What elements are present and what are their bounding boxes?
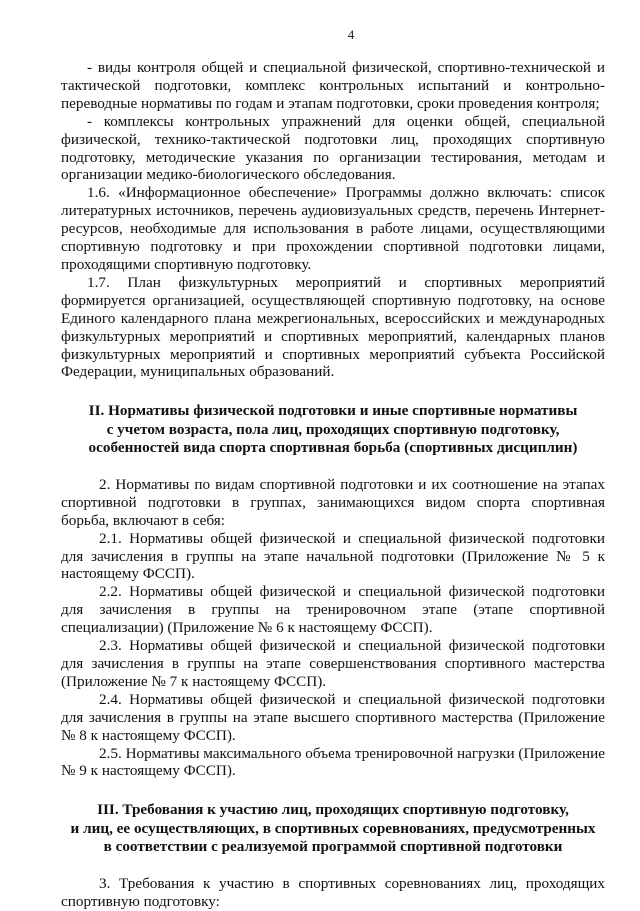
page-number: 4 xyxy=(347,27,355,42)
section-3-title-line: III. Требования к участию лиц, проходящих спортивную подготовку, xyxy=(97,801,569,819)
section-2-title-line: II. Нормативы физической подготовки и иные спортивные нормативы xyxy=(88,402,578,420)
section-3-title-line: и лиц, ее осуществляющих, в спортивных соревнованиях, предусмотренных xyxy=(70,819,596,837)
section-2-heading xyxy=(61,402,605,457)
paragraph-1-6-info-support: 1.6. «Информационное обеспечение» Программы должно включать: список литературных источников, перечень аудиовизуальных средств, перечень Интернет-ресурсов, необходимые для использования в работе лицами, осуществляющими спортивную подготовку и при прохождении спортивной подготовки лицами, проходящими спортивную подготовку. xyxy=(61,184,605,273)
paragraph-1-7-events-plan: 1.7. План физкультурных мероприятий и спортивных мероприятий формируется организацией, осуществляющей спортивную подготовку, на основе Единого календарного плана межрегиональных, всероссийских и международных физкультурных мероприятий и спортивных мероприятий, календарных планов физкультурных мероприятий и спортивных мероприятий субъекта Российской Федерации, муниципальных образований. xyxy=(61,273,605,381)
document-page xyxy=(61,27,605,911)
paragraph-2-3: 2.3. Нормативы общей физической и специальной физической подготовки для зачисления в группы на этапе совершенствования спортивного мастерства (Приложение № 7 к настоящему ФССП). xyxy=(61,637,605,690)
paragraph-2-4: 2.4. Нормативы общей физической и специальной физической подготовки для зачисления в группы на этапе высшего спортивного мастерства (Приложение № 8 к настоящему ФССП). xyxy=(61,690,605,744)
paragraph-2-1: 2.1. Нормативы общей физической и специальной физической подготовки для зачисления в группы на этапе начальной подготовки (Приложение № 5 к настоящему ФССП). xyxy=(61,529,605,583)
section-3-body xyxy=(61,875,605,911)
paragraph-test-complexes: - комплексы контрольных упражнений для оценки общей, специальной физической, технико-тактической подготовки лиц, проходящих спортивную подготовку, методические указания по организации тестирования, методам и организации медико-биологического обследования. xyxy=(61,112,605,184)
section-3-title-line: в соответствии с реализуемой программой спортивной подготовки xyxy=(103,837,563,855)
section-3-heading xyxy=(61,801,605,856)
section-2-body xyxy=(61,476,605,780)
section-2-title-line: с учетом возраста, пола лиц, проходящих спортивную подготовку, xyxy=(106,420,560,438)
paragraph-2-intro: 2. Нормативы по видам спортивной подготовки и их соотношение на этапах спортивной подготовки в группах, занимающихся видом спорта спортивная борьба, включают в себя: xyxy=(61,475,605,529)
paragraph-2-5: 2.5. Нормативы максимального объема тренировочной нагрузки (Приложение № 9 к настоящему ФССП). xyxy=(61,744,605,780)
paragraph-2-2: 2.2. Нормативы общей физической и специальной физической подготовки для зачисления в группы на тренировочном этапе (этапе спортивной специализации) (Приложение № 6 к настоящему ФССП). xyxy=(61,583,605,637)
paragraph-control-types: - виды контроля общей и специальной физической, спортивно-технической и тактической подготовки, комплекс контрольных испытаний и контрольно-переводные нормативы по годам и этапам подготовки, сроки проведения контроля; xyxy=(61,59,605,112)
paragraph-3-intro: 3. Требования к участию в спортивных соревнованиях лиц, проходящих спортивную подготовку: xyxy=(61,874,605,910)
section-2-title-line: особенностей вида спорта спортивная борьба (спортивных дисциплин) xyxy=(88,438,578,456)
